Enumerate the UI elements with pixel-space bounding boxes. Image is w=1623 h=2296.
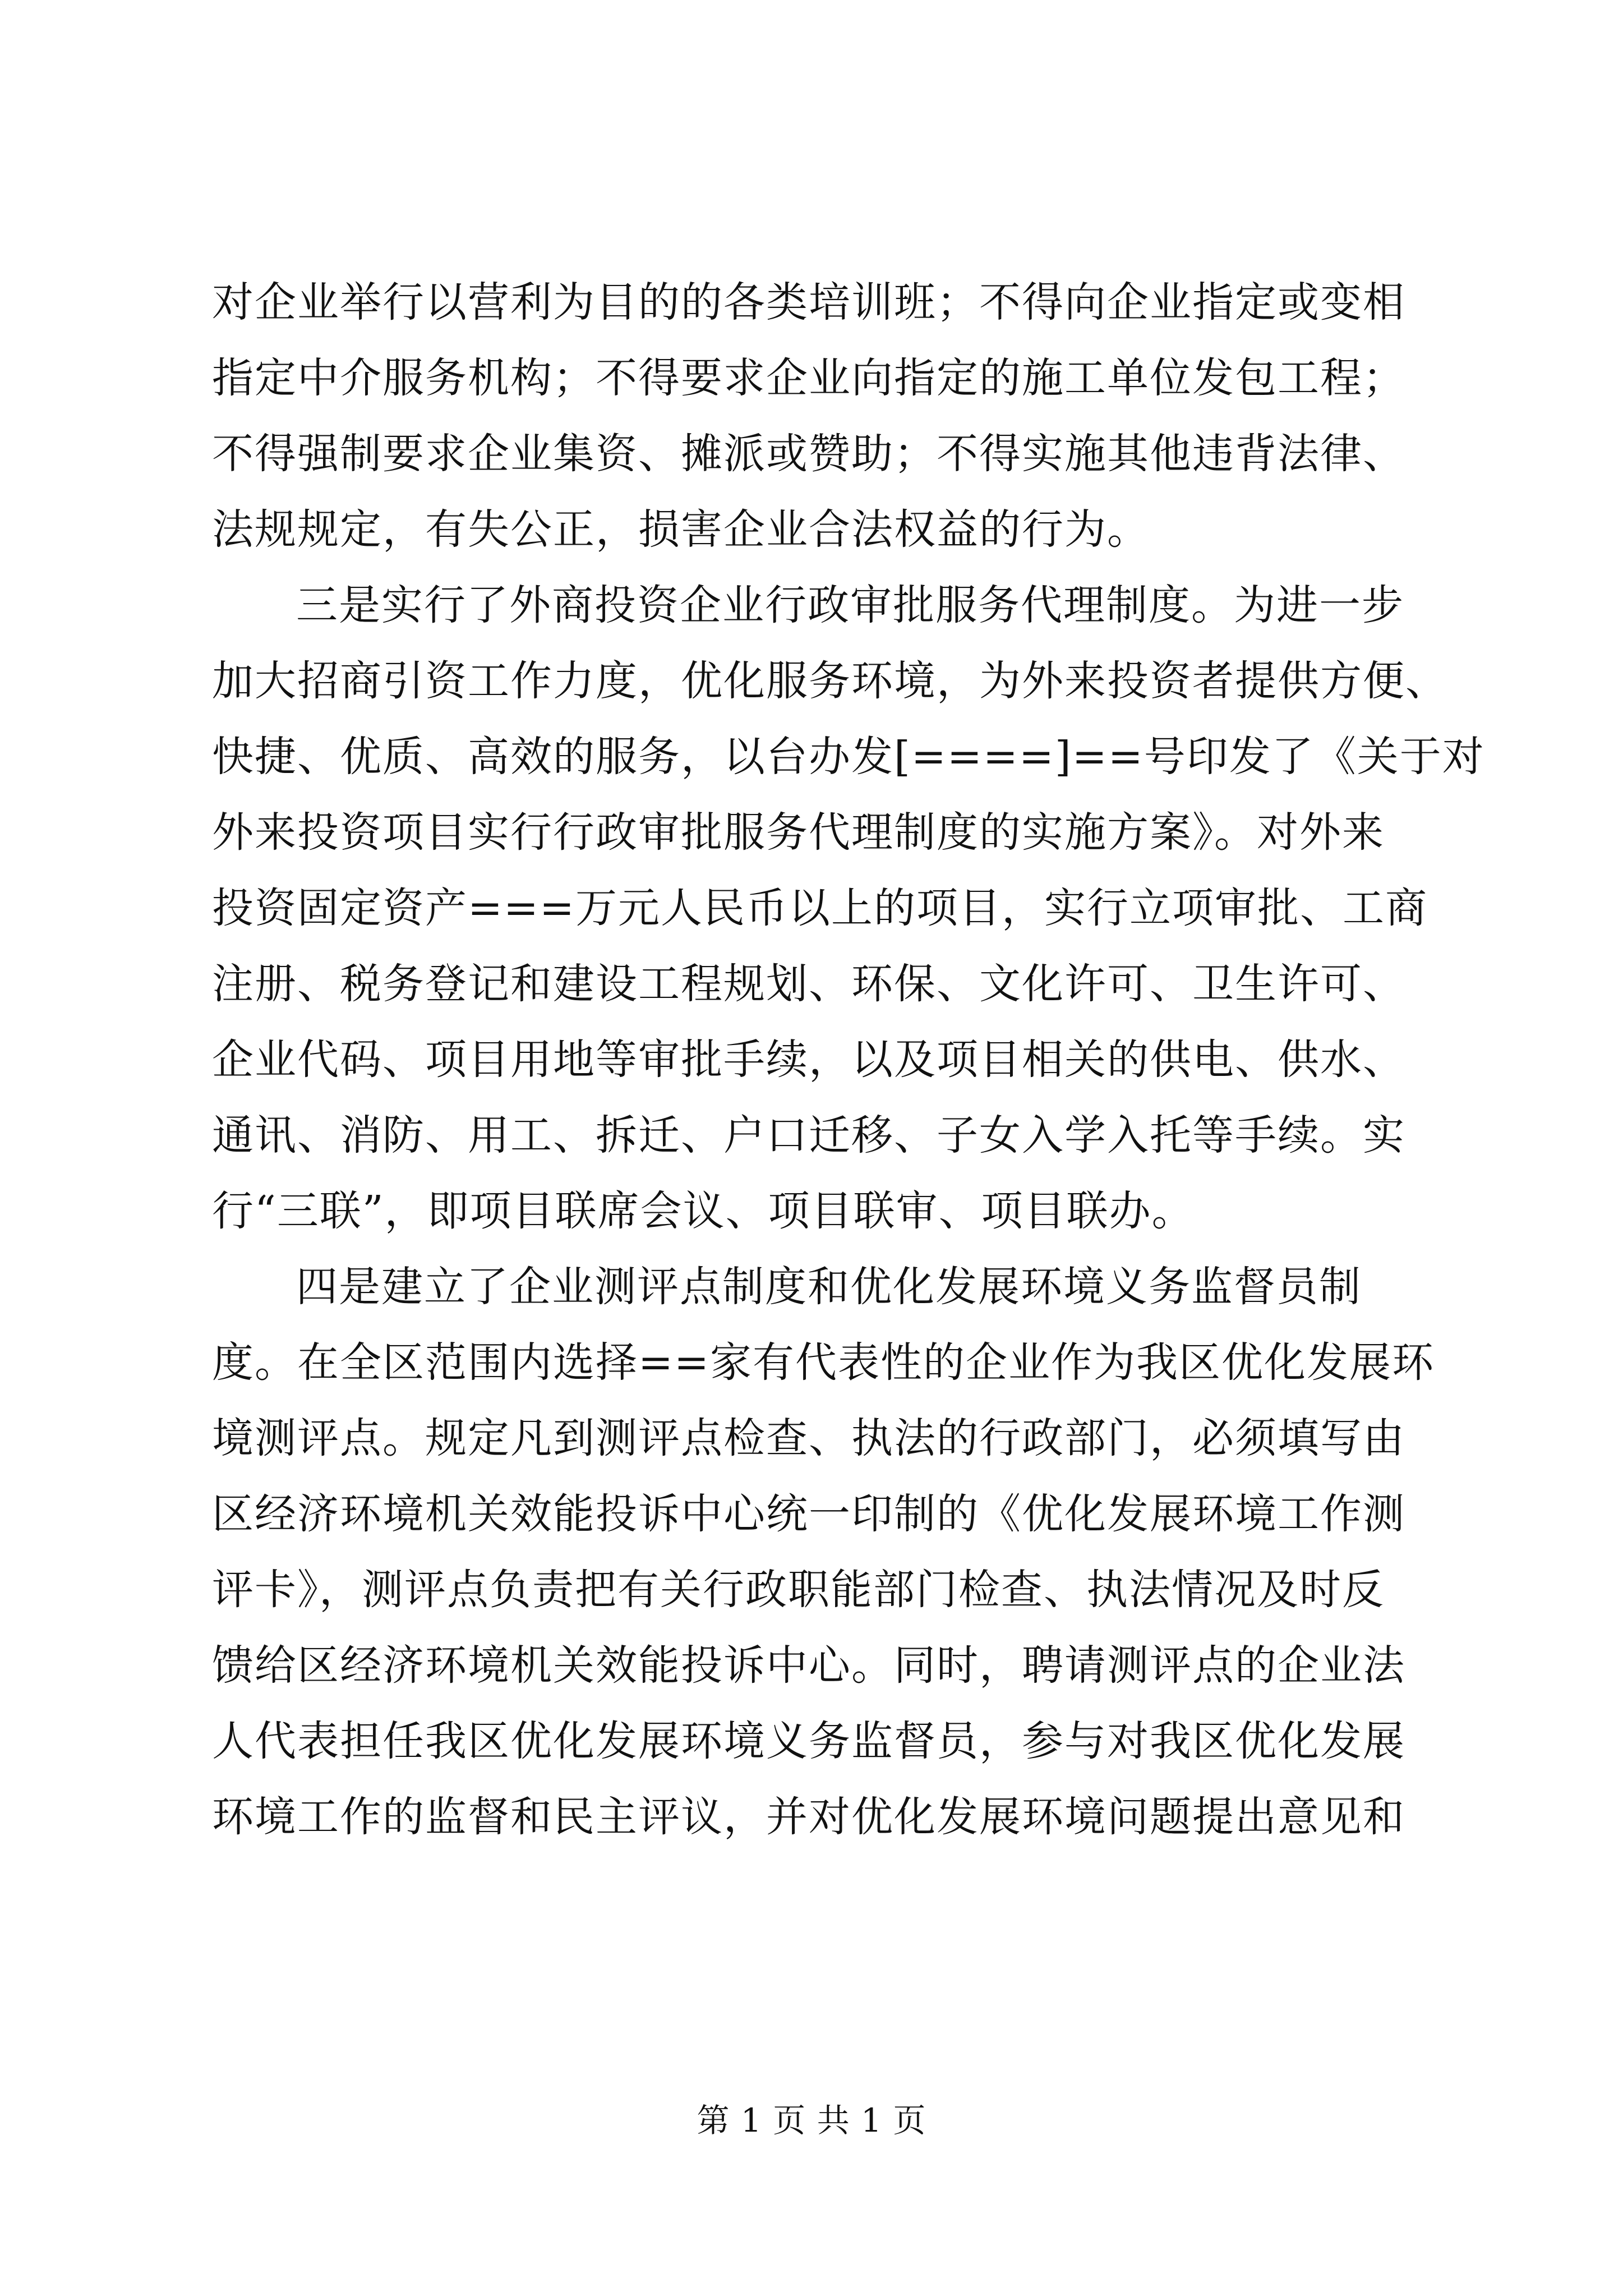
text-line: 度。在全区范围内选择==家有代表性的企业作为我区优化发展环 — [212, 1338, 1435, 1387]
page-number-label: 第 1 页 共 1 页 — [697, 2101, 926, 2139]
text-line: 企业代码、项目用地等审批手续，以及项目相关的供电、供水、 — [212, 1036, 1405, 1084]
text-line: 通讯、消防、用工、拆迁、户口迁移、子女入学入托等手续。实 — [212, 1111, 1405, 1159]
text-line: 行“三联”，即项目联席会议、项目联审、项目联办。 — [212, 1187, 1195, 1235]
document-body — [212, 265, 1485, 1855]
text-line: 境测评点。规定凡到测评点检查、执法的行政部门，必须填写由 — [212, 1414, 1405, 1462]
text-line: 人代表担任我区优化发展环境义务监督员，参与对我区优化发展 — [212, 1717, 1405, 1765]
text-line: 注册、税务登记和建设工程规划、环保、文化许可、卫生许可、 — [212, 960, 1405, 1008]
text-line: 外来投资项目实行行政审批服务代理制度的实施方案》。对外来 — [212, 808, 1385, 857]
paragraph — [212, 265, 1418, 568]
text-line: 投资固定资产===万元人民币以上的项目，实行立项审批、工商 — [212, 884, 1428, 932]
page-footer — [0, 2098, 1623, 2143]
text-line: 指定中介服务机构；不得要求企业向指定的施工单位发包工程； — [212, 354, 1405, 402]
text-line: 区经济环境机关效能投诉中心统一印制的《优化发展环境工作测 — [212, 1490, 1405, 1538]
text-line: 加大招商引资工作力度，优化服务环境，为外来投资者提供方便、 — [212, 657, 1448, 705]
text-line: 对企业举行以营利为目的的各类培训班；不得向企业指定或变相 — [212, 278, 1405, 326]
paragraph — [212, 568, 1485, 1249]
text-line: 三是实行了外商投资企业行政审批服务代理制度。为进一步 — [296, 581, 1404, 629]
paragraph — [212, 1249, 1435, 1855]
text-line: 快捷、优质、高效的服务，以台办发[====]==号印发了《关于对 — [212, 733, 1485, 781]
text-line: 评卡》，测评点负责把有关行政职能部门检查、执法情况及时反 — [212, 1566, 1385, 1614]
text-line: 四是建立了企业测评点制度和优化发展环境义务监督员制 — [296, 1263, 1362, 1311]
text-line: 馈给区经济环境机关效能投诉中心。同时，聘请测评点的企业法 — [212, 1641, 1405, 1690]
text-line: 法规规定，有失公正，损害企业合法权益的行为。 — [212, 505, 1150, 554]
text-line: 不得强制要求企业集资、摊派或赞助；不得实施其他违背法律、 — [212, 430, 1405, 478]
text-line: 环境工作的监督和民主评议，并对优化发展环境问题提出意见和 — [212, 1793, 1405, 1841]
